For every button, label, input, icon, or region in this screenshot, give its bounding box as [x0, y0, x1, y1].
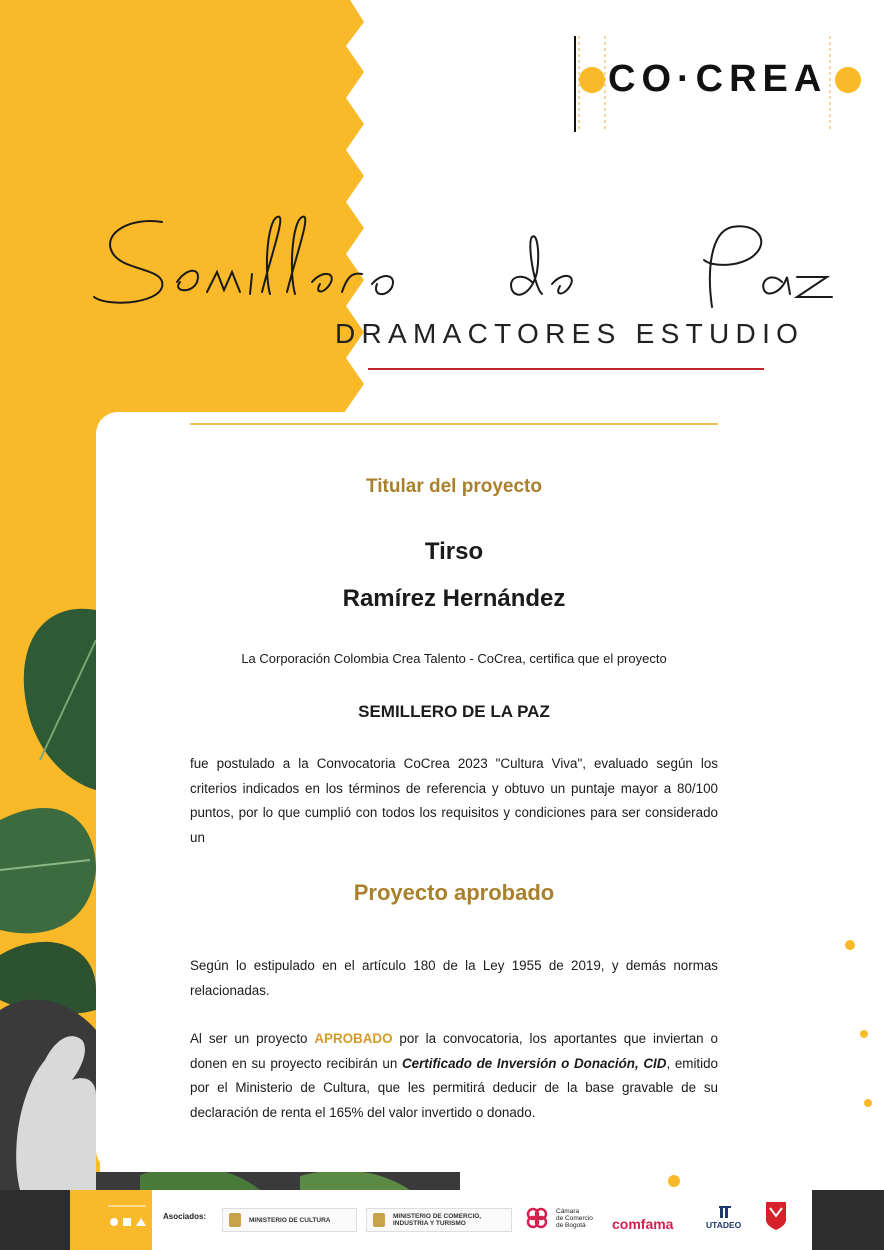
partner-comfama: comfama [612, 1216, 674, 1232]
partner-camara-comercio [526, 1207, 593, 1229]
status-heading: Proyecto aprobado [353, 880, 555, 905]
approved-highlight: APROBADO [314, 1031, 393, 1046]
utadeo-emblem-icon [718, 1206, 734, 1220]
holder-last-name: Ramírez Hernández [342, 585, 566, 612]
partner-name: Cámara de Comercio de Bogotá [556, 1207, 593, 1229]
red-divider [368, 368, 764, 370]
organization-subtitle: DRAMACTORES ESTUDIO [335, 318, 805, 349]
legal-paragraph: Según lo estipulado en el artículo 180 de la Ley 1955 de 2019, y demás normas relacionadas. [190, 958, 718, 998]
partner-name: MINISTERIO DE CULTURA [249, 1216, 331, 1224]
benefits-text-b: por la convocatoria, los aportantes que inviertan o donen en su proyecto recibirán un [190, 1031, 718, 1071]
decorative-dot [845, 940, 855, 950]
project-name: SEMILLERO DE LA PAZ [358, 702, 550, 721]
gold-divider [190, 423, 718, 425]
partner-name: MINISTERIO DE COMERCIO, INDUSTRIA Y TURISMO [393, 1213, 482, 1227]
script-title-lettering [92, 212, 842, 312]
coat-of-arms-icon [373, 1213, 385, 1227]
associates-label: Asociados: [163, 1212, 207, 1221]
decorative-dot [860, 1030, 868, 1038]
partner-ministerio-cultura [222, 1208, 357, 1232]
benefits-text-c: , emitido por el Ministerio de Cultura, que les permitirá deducir de la base gravable de su declaración de renta el 165% del valor invertido o donado. [190, 1055, 719, 1120]
certification-intro: La Corporación Colombia Crea Talento - CoCrea, certifica que el proyecto [241, 651, 667, 666]
logo-wordmark: CO·CREA [608, 58, 828, 100]
evaluation-paragraph: fue postulado a la Convocatoria CoCrea 2023 "Cultura Viva", evaluado según los criterios indicados en los términos de referencia y obtuvo un puntaje mayor a 80/100 puntos, por lo que cumplió con todos los requisitos y condiciones para ser considerado un [190, 756, 718, 845]
partner-utadeo: UTADEO [706, 1220, 742, 1230]
cid-emphasis: Certificado de Inversión o Donación, CID [401, 1055, 667, 1071]
university-shield-icon [764, 1200, 788, 1232]
hand-photo [0, 1000, 96, 1190]
holder-first-name: Tirso [424, 538, 484, 565]
benefits-paragraph [190, 1027, 718, 1125]
holder-label: Titular del proyecto [366, 476, 542, 497]
decorative-dot [668, 1175, 680, 1187]
benefits-text-a: Al ser un proyecto [190, 1031, 315, 1046]
partner-ministerio-comercio [366, 1208, 512, 1232]
decorative-dot [864, 1099, 872, 1107]
shapes-mark-icon [106, 1202, 150, 1232]
camara-logo-icon [526, 1207, 548, 1229]
coat-of-arms-icon [229, 1213, 241, 1227]
